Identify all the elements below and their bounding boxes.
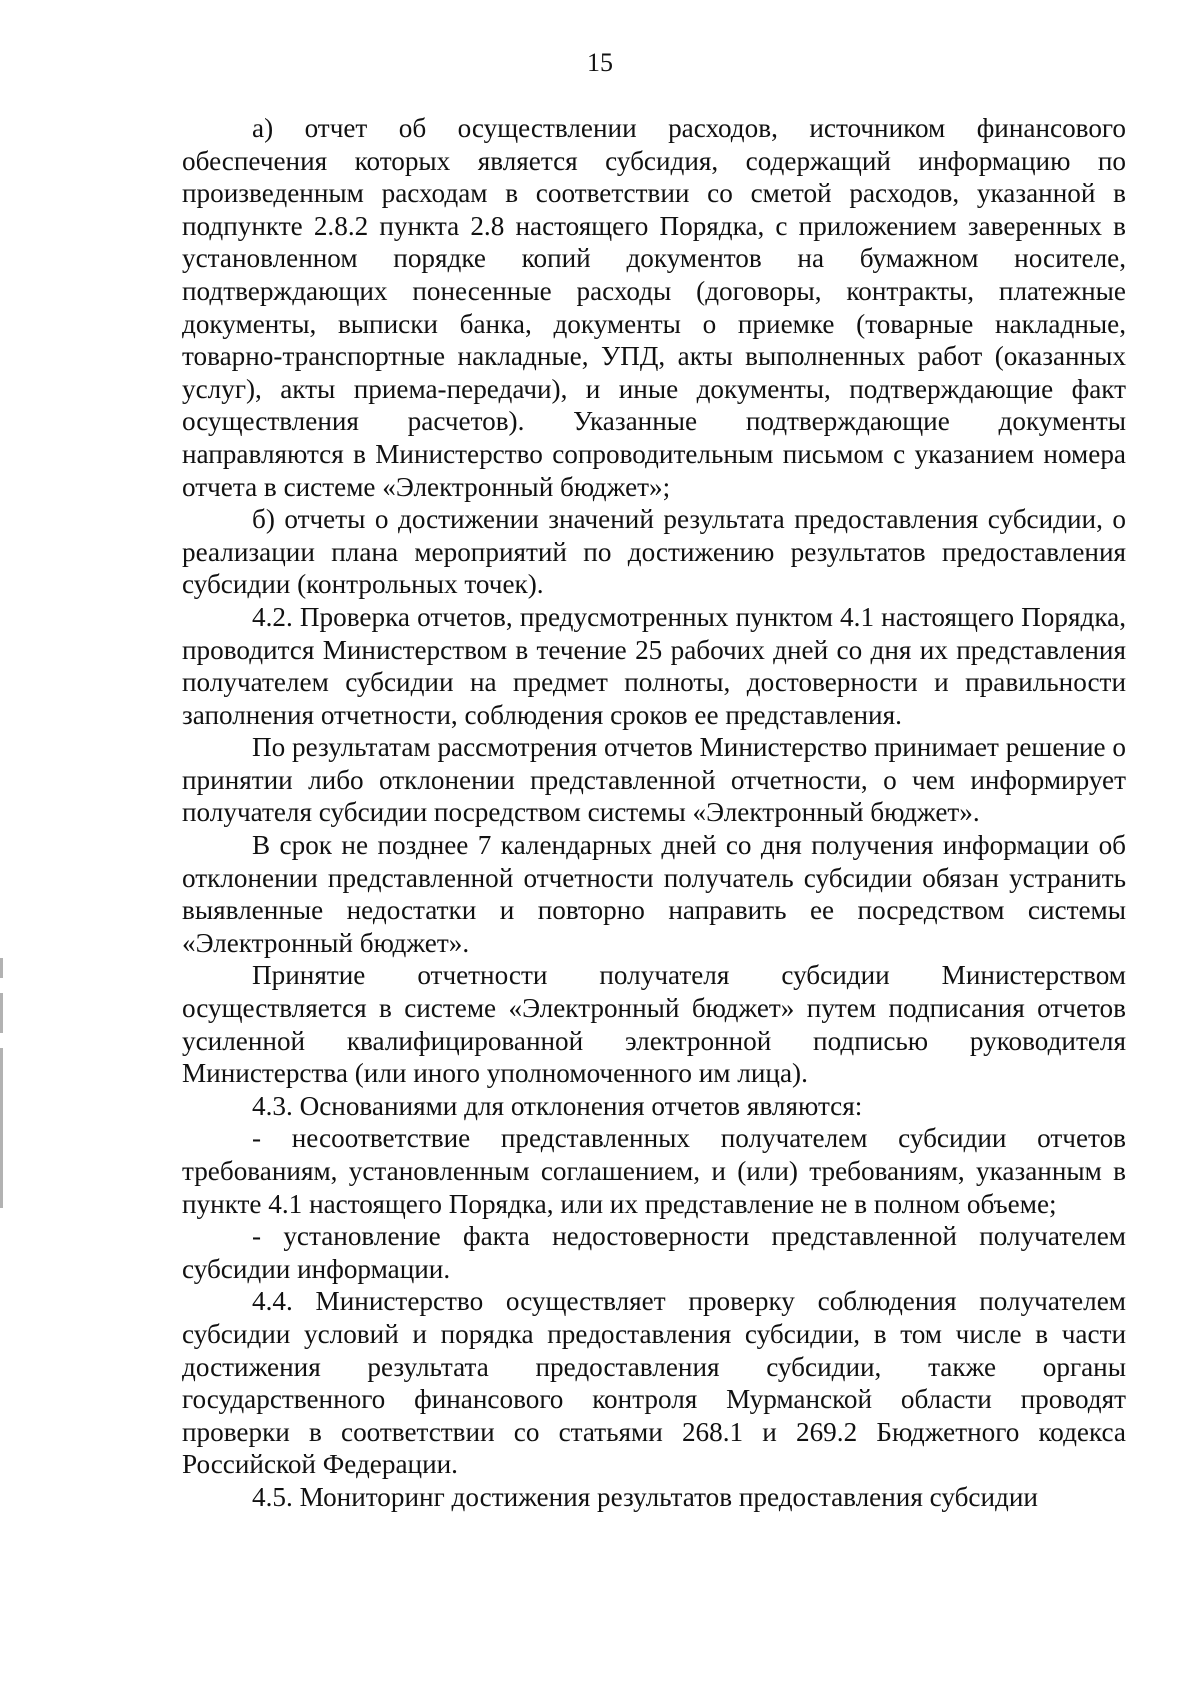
paragraph-4-5-monitoring: 4.5. Мониторинг достижения результатов предоставления субсидии xyxy=(252,1481,1038,1512)
page-number: 15 xyxy=(587,48,613,77)
paragraph-review-decision: По результатам рассмотрения отчетов Министерство принимает решение о принятии либо отклонении представленной отчетности, о чем информирует получателя субсидии посредством системы «Электронный бюджет». xyxy=(182,732,1126,828)
paragraph-b-reports-results: б) отчеты о достижении значений результата предоставления субсидии, о реализации плана мероприятий по достижению результатов предоставления субсидии (контрольных точек). xyxy=(182,504,1126,600)
list-item-noncompliance: - несоответствие представленных получателем субсидии отчетов требованиям, установленным соглашением, и (или) требованиям, указанным в пункте 4.1 настоящего Порядка, или их представление не в полном объеме; xyxy=(182,1123,1126,1219)
paragraph-4-2-report-check: 4.2. Проверка отчетов, предусмотренных пунктом 4.1 настоящего Порядка, проводится Министерством в течение 25 рабочих дней со дня их представления получателем субсидии на предмет полноты, достоверности и правильности заполнения отчетности, соблюдения сроков ее представления. xyxy=(182,601,1126,730)
paragraph-correction-deadline: В срок не позднее 7 календарных дней со дня получения информации об отклонении представленной отчетности получатель субсидии обязан устранить выявленные недостатки и повторно направить ее посредством системы «Электронный бюджет». xyxy=(182,830,1126,958)
paragraph-a-report-expenses: а) отчет об осуществлении расходов, источником финансового обеспечения которых является субсидия, содержащий информацию по произведенным расходам в соответствии со сметой расходов, указанной в подпункте 2.8.2 пункта 2.8 настоящего Порядка, с приложением заверенных в установленном порядке копий документов на бумажном носителе, подтверждающих понесенные расходы (договоры, контракты, платежные документы, выписки банка, документы о приемке (товарные накладные, товарно-транспортные накладные, УПД, акты выполненных работ (оказанных услуг), акты приема-передачи), и иные документы, подтверждающие факт осуществления расчетов). Указанные подтверждающие документы направляются в Министерство сопроводительным письмом с указанием номера отчета в системе «Электронный бюджет»; xyxy=(182,113,1126,502)
paragraph-acceptance-signing: Принятие отчетности получателя субсидии Министерством осуществляется в системе «Электронный бюджет» путем подписания отчетов усиленной квалифицированной электронной подписью руководителя Министерства (или иного уполномоченного им лица). xyxy=(182,960,1126,1089)
scan-edge-mark xyxy=(0,958,3,1208)
document-body xyxy=(182,112,1126,1514)
list-item-false-information: - установление факта недостоверности представленной получателем субсидии информации. xyxy=(182,1221,1126,1284)
paragraph-4-3-rejection-grounds: 4.3. Основаниями для отклонения отчетов являются: xyxy=(252,1090,863,1121)
paragraph-4-4-compliance-check: 4.4. Министерство осуществляет проверку соблюдения получателем субсидии условий и порядка предоставления субсидии, в том числе в части достижения результата предоставления субсидии, также органы государственного финансового контроля Мурманской области проводят проверки в соответствии со статьями 268.1 и 269.2 Бюджетного кодекса Российской Федерации. xyxy=(182,1286,1126,1480)
